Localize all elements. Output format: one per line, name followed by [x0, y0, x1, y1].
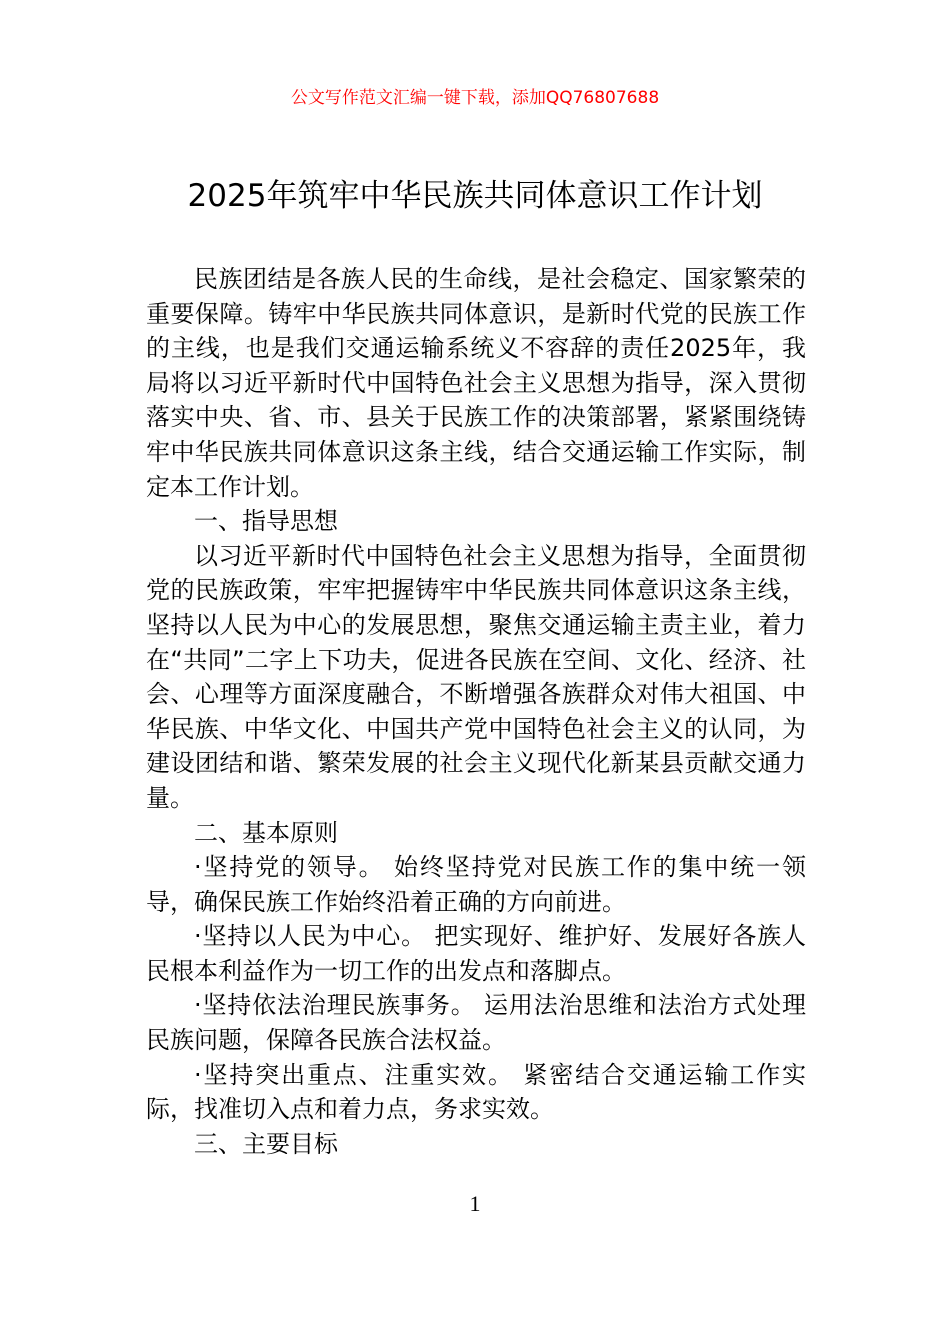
watermark-banner: 公文写作范文汇编一键下载，添加QQ76807688	[290, 88, 660, 108]
section-heading-main-goals: 三、主要目标	[194, 1129, 338, 1158]
principle-rule-of-law: ·坚持依法治理民族事务。 运用法治思维和法治方式处理民族问题，保障各民族合法权益。	[146, 991, 806, 1055]
page-number: 1	[469, 1191, 481, 1216]
intro-paragraph: 民族团结是各族人民的生命线，是社会稳定、国家繁荣的重要保障。铸牢中华民族共同体意识，是新时代党的民族工作的主线，也是我们交通运输系统义不容辞的责任2025年，我局将以习近平新时代中国特色社会主义思想为指导，深入贯彻落实中央、省、市、县关于民族工作的决策部署，紧紧围绕铸牢中华民族共同体意识这条主线，结合交通运输工作实际，制定本工作计划。	[146, 265, 806, 501]
document-title: 2025年筑牢中华民族共同体意识工作计划	[187, 178, 763, 214]
document-body	[146, 262, 806, 1161]
section-heading-guiding-ideology: 一、指导思想	[194, 507, 338, 536]
guiding-ideology-paragraph: 以习近平新时代中国特色社会主义思想为指导，全面贯彻党的民族政策，牢牢把握铸牢中华民族共同体意识这条主线，坚持以人民为中心的发展思想，聚焦交通运输主责主业，着力在“共同”二字上下功夫，促进各民族在空间、文化、经济、社会、心理等方面深度融合，不断增强各族群众对伟大祖国、中华民族、中华文化、中国共产党中国特色社会主义的认同，为建设团结和谐、繁荣发展的社会主义现代化新某县贡献交通力量。	[146, 541, 806, 812]
section-heading-basic-principles: 二、基本原则	[194, 818, 338, 847]
principle-focus-effectiveness: ·坚持突出重点、注重实效。 紧密结合交通运输工作实际，找准切入点和着力点，务求实效。	[146, 1060, 806, 1124]
principle-people-centered: ·坚持以人民为中心。 把实现好、维护好、发展好各族人民根本利益作为一切工作的出发点和落脚点。	[146, 922, 806, 985]
principle-party-leadership: ·坚持党的领导。 始终坚持党对民族工作的集中统一领导，确保民族工作始终沿着正确的方向前进。	[146, 853, 806, 916]
